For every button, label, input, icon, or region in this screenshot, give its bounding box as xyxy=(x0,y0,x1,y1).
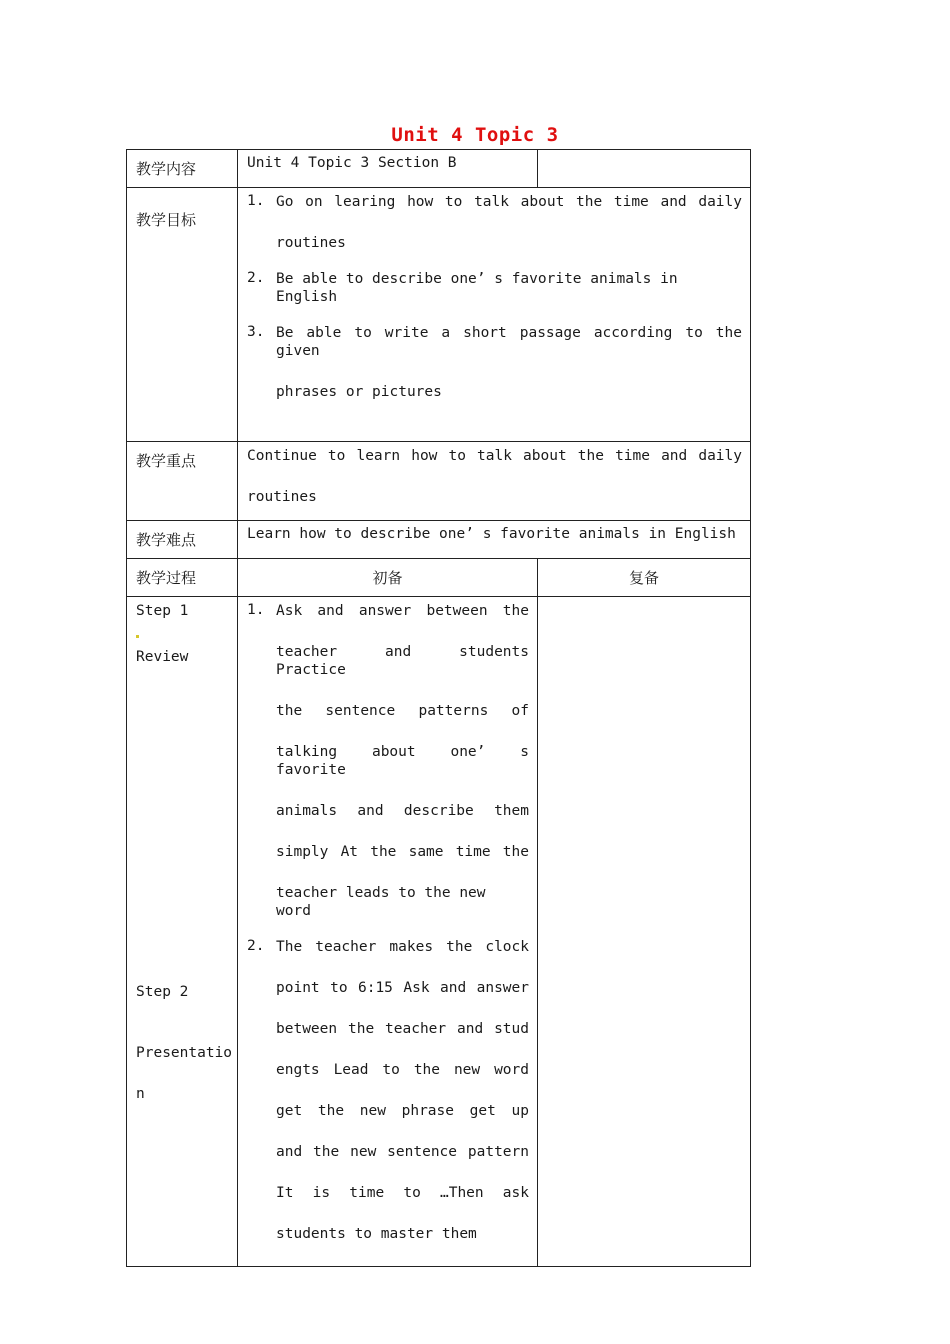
process-line: Ask and answer between the xyxy=(276,603,529,619)
process-line: and the new sentence pattern xyxy=(276,1144,529,1160)
steps-column xyxy=(127,597,238,1267)
content-value: Unit 4 Topic 3 Section B xyxy=(238,150,538,188)
page-title: Unit 4 Topic 3 xyxy=(391,124,559,146)
marker-dot xyxy=(136,635,139,638)
process-line: talking about one’ s favorite xyxy=(276,744,529,778)
process-line: the sentence patterns of xyxy=(276,703,529,719)
goal-line: routines xyxy=(276,235,346,251)
process-label: 教学过程 xyxy=(127,559,238,597)
column-initial-prep: 初备 xyxy=(238,559,538,597)
process-line: The teacher makes the clock xyxy=(276,939,529,955)
row-goals xyxy=(127,188,751,442)
process-line: get the new phrase get up xyxy=(276,1103,529,1119)
goal-number: 2. xyxy=(247,270,265,286)
goal-item-3 xyxy=(247,324,742,401)
difficulties-label: 教学难点 xyxy=(127,521,238,559)
process-item-2 xyxy=(247,938,529,1266)
row-difficulties xyxy=(127,521,751,559)
row-process-steps xyxy=(127,597,751,1267)
content-extra xyxy=(538,150,751,188)
step-2-subtitle-cont: n xyxy=(136,1086,145,1102)
step-2-title: Step 2 xyxy=(136,984,189,1000)
key-points-label: 教学重点 xyxy=(127,442,238,521)
goals-label: 教学目标 xyxy=(127,188,238,442)
key-points-content xyxy=(238,442,751,521)
process-line: simply At the same time the xyxy=(276,844,529,860)
initial-prep-content xyxy=(238,597,538,1267)
goals-content xyxy=(238,188,751,442)
goal-number: 1. xyxy=(247,193,265,209)
row-key-points xyxy=(127,442,751,521)
process-line: between the teacher and stud xyxy=(276,1021,529,1037)
step-2-subtitle: Presentatio xyxy=(136,1045,233,1061)
process-item-1 xyxy=(247,602,529,938)
goal-item-2 xyxy=(247,270,742,306)
process-line: animals and describe them xyxy=(276,803,529,819)
step-1-title: Step 1 xyxy=(136,603,189,619)
goal-item-1 xyxy=(247,193,742,252)
process-line: engts Lead to the new word xyxy=(276,1062,529,1078)
process-line: teacher and students Practice xyxy=(276,644,529,678)
goal-number: 3. xyxy=(247,324,265,340)
key-points-line: routines xyxy=(247,489,317,505)
review-prep-content xyxy=(538,597,751,1267)
process-number: 2. xyxy=(247,938,265,954)
goal-line: Be able to write a short passage according to the given xyxy=(276,325,742,359)
goal-line: Be able to describe one’ s favorite animals in English xyxy=(276,271,678,305)
step-1-subtitle: Review xyxy=(136,649,189,665)
key-points-line: Continue to learn how to talk about the time and daily xyxy=(247,448,742,464)
process-line: teacher leads to the new word xyxy=(276,885,486,919)
process-line: students to master them xyxy=(276,1226,477,1242)
lesson-plan-table xyxy=(126,149,751,1267)
content-label: 教学内容 xyxy=(127,150,238,188)
row-content xyxy=(127,150,751,188)
difficulties-value: Learn how to describe one’ s favorite animals in English xyxy=(238,521,751,559)
process-line: point to 6:15 Ask and answer xyxy=(276,980,529,996)
goal-line: Go on learing how to talk about the time and daily xyxy=(276,194,742,210)
row-process-header xyxy=(127,559,751,597)
goal-line: phrases or pictures xyxy=(276,384,442,400)
column-review-prep: 复备 xyxy=(538,559,751,597)
process-line: It is time to …Then ask xyxy=(276,1185,529,1201)
process-number: 1. xyxy=(247,602,265,618)
